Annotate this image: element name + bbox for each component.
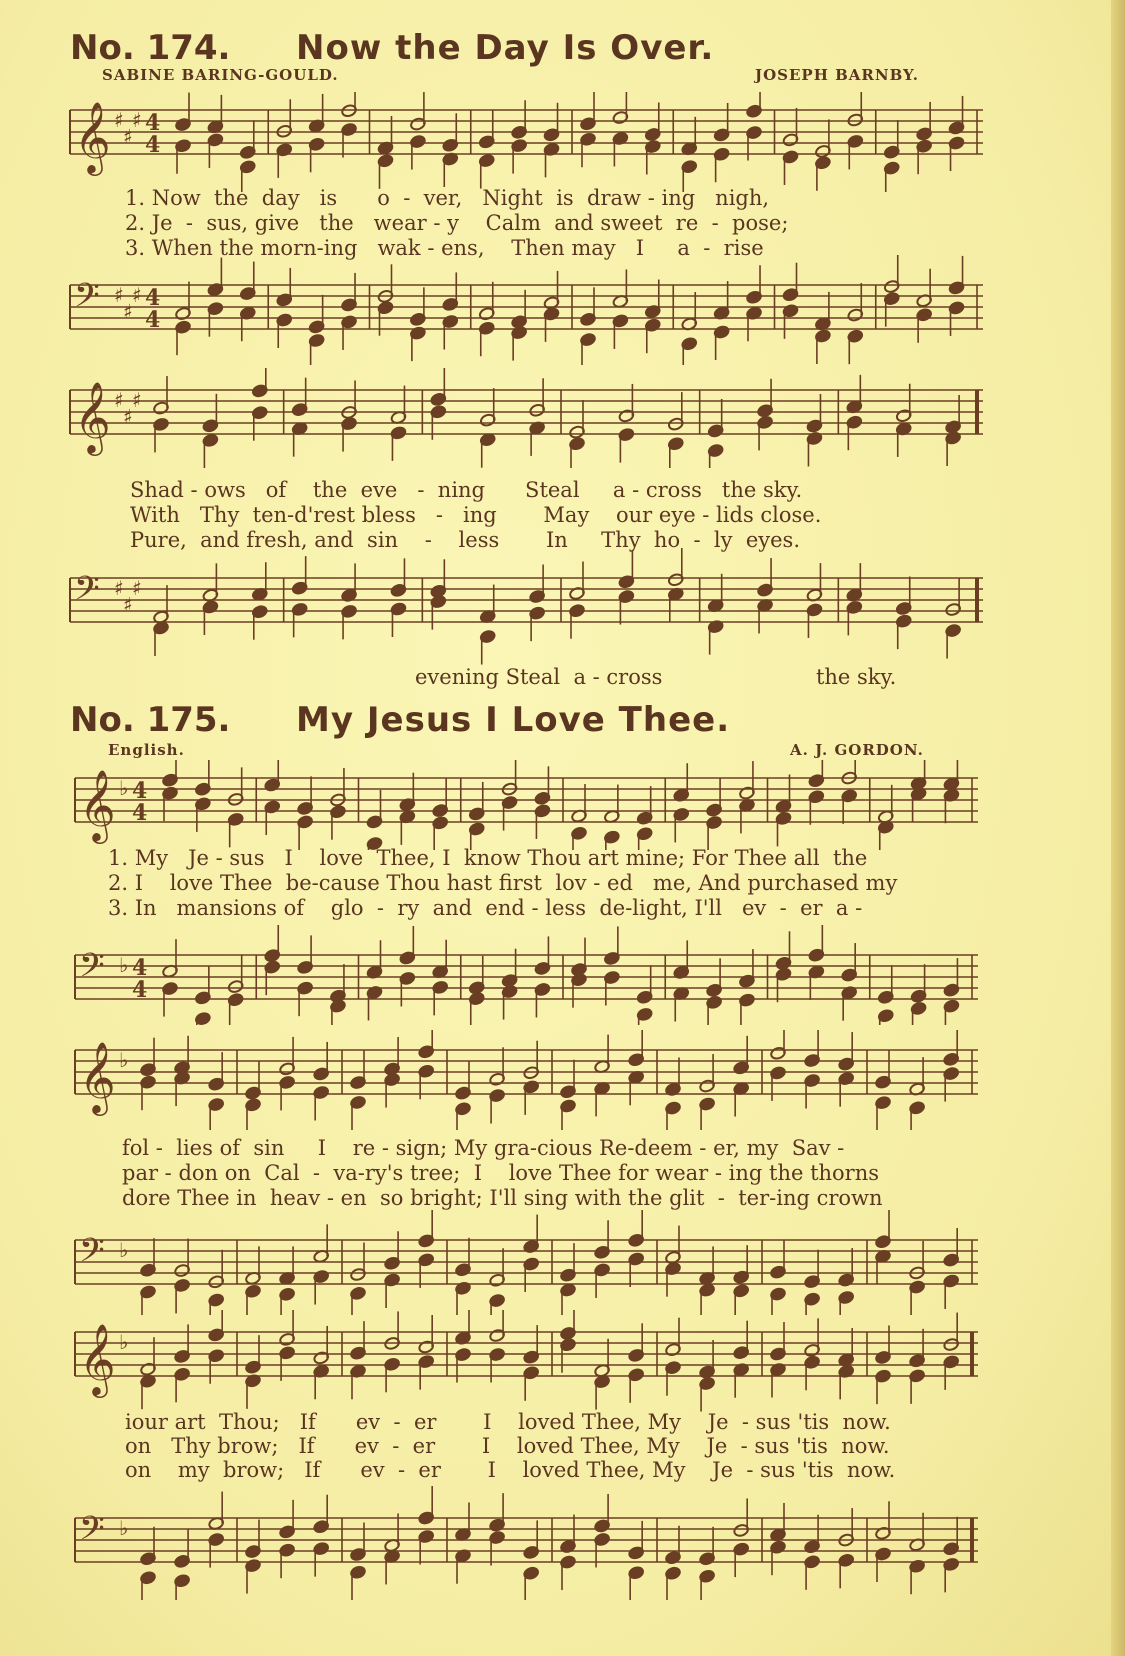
hymn-174-title: Now the Day Is Over. [296, 28, 715, 68]
notes [140, 1310, 960, 1412]
lyric-175-1-v3: 3. In mansions of glo - ry and end - less de-light, I'll ev - er a - [108, 896, 863, 920]
lyric-175-1-v2: 2. I love Thee be-cause Thou hast first lov - ed me, And purchased my [108, 871, 898, 895]
key-signature [119, 1330, 128, 1354]
svg-text:♭: ♭ [119, 1516, 129, 1540]
svg-text:♭: ♭ [119, 1330, 129, 1354]
hymn-175-words-by: English. [108, 741, 185, 759]
hymn-174-number: No. 174. [70, 28, 231, 68]
page-edge [1111, 0, 1125, 1656]
bass-clef-icon: 𝄢 [79, 947, 105, 993]
lyric-175-2-v1: fol - lies of sin I re - sign; My gra-cious Re-deem - er, my Sav - [122, 1136, 845, 1160]
svg-text:♭: ♭ [119, 1238, 129, 1262]
bass-clef-icon: 𝄢 [79, 1510, 105, 1556]
lyric-174-2-v2: With Thy ten-d'rest bless - ing May our eye - lids close. [130, 503, 822, 527]
svg-text:4: 4 [132, 955, 148, 981]
svg-text:4: 4 [145, 110, 161, 136]
svg-text:4: 4 [132, 800, 148, 826]
bass-clef-icon: 𝄢 [79, 1232, 105, 1278]
staff-174-1-bass [60, 255, 995, 365]
notes [153, 548, 962, 665]
lyric-174-1-v1: 1. Now the day is o - ver, Night is draw - ing nigh, [125, 186, 770, 210]
hymn-175-header [70, 700, 730, 740]
notes [175, 92, 965, 192]
hymn-175-title: My Jesus I Love Thee. [296, 700, 731, 740]
svg-text:♯: ♯ [123, 124, 133, 149]
key-signature [119, 1516, 128, 1540]
staff-175-1-bass [65, 925, 990, 1025]
lyric-175-2-v2: par - don on Cal - va-ry's tree; I love Thee for wear - ing the thorns [122, 1161, 880, 1185]
time-signature [132, 778, 147, 826]
svg-text:4: 4 [132, 778, 148, 804]
lyric-174-2-v3: Pure, and fresh, and sin - less In Thy ho - ly eyes. [130, 528, 800, 552]
key-signature [119, 1048, 128, 1072]
staff-175-2-bass [65, 1210, 990, 1315]
hymn-175-number: No. 175. [70, 700, 231, 740]
time-signature [145, 285, 160, 333]
notes [140, 1030, 960, 1130]
svg-text:4: 4 [145, 307, 161, 333]
lyric-175-2-v3: dore Thee in heav - en so bright; I'll sing with the glit - ter-ing crown [122, 1186, 883, 1210]
time-signature [145, 110, 160, 158]
notes [162, 925, 960, 1025]
svg-text:♯: ♯ [123, 592, 133, 617]
treble-clef-icon: 𝄞 [74, 100, 111, 173]
lyric-174-1-v2: 2. Je - sus, give the wear - y Calm and sweet re - pose; [125, 211, 789, 235]
staff-174-2-treble [60, 368, 995, 468]
treble-clef-icon: 𝄞 [74, 380, 111, 453]
treble-clef-icon: 𝄞 [79, 1040, 116, 1113]
lyric-174-2-v1: Shad - ows of the eve - ning Steal a - cross the sky. [130, 478, 803, 502]
lyric-175-1-v1: 1. My Je - sus I love Thee, I know Thou art mine; For Thee all the [108, 846, 868, 870]
hymn-174-header [70, 28, 714, 68]
staff-175-2-treble [65, 1030, 990, 1130]
treble-clef-icon: 𝄞 [79, 768, 116, 841]
svg-text:♯: ♯ [123, 404, 133, 429]
notes [162, 760, 960, 850]
svg-text:♯: ♯ [114, 283, 124, 307]
svg-text:♯: ♯ [114, 388, 124, 412]
notes [140, 1486, 960, 1600]
staff-174-2-bass [60, 548, 995, 668]
key-signature [119, 776, 128, 800]
notes [153, 368, 962, 468]
svg-text:♯: ♯ [114, 108, 124, 132]
svg-text:♭: ♭ [119, 776, 129, 800]
treble-clef-icon: 𝄞 [79, 1322, 116, 1395]
key-signature [119, 953, 128, 977]
svg-text:♭: ♭ [119, 953, 129, 977]
staff-175-3-bass [65, 1480, 990, 1600]
bass-clef-icon: 𝄢 [74, 277, 100, 323]
hymn-175-music-by: A. J. GORDON. [790, 741, 924, 759]
svg-text:4: 4 [145, 285, 161, 311]
hymn-174-music-by: JOSEPH BARNBY. [755, 66, 920, 84]
key-signature [119, 1238, 128, 1262]
staff-174-1-treble [60, 92, 995, 192]
lyric-175-3-v1: iour art Thou; If ev - er I loved Thee, My Je - sus 'tis now. [125, 1410, 891, 1434]
lyric-175-3-v2: on Thy brow; If ev - er I loved Thee, My Je - sus 'tis now. [125, 1434, 890, 1458]
hymn-174-words-by: SABINE BARING-GOULD. [102, 66, 339, 84]
bass-clef-icon: 𝄢 [74, 570, 100, 616]
notes [175, 255, 965, 365]
svg-text:♯: ♯ [132, 283, 142, 307]
svg-text:♯: ♯ [132, 108, 142, 132]
lyric-174-1-v3: 3. When the morn-ing wak - ens, Then may I a - rise [125, 236, 764, 260]
time-signature [132, 955, 147, 1003]
svg-text:♯: ♯ [114, 576, 124, 600]
lyric-175-3-v3: on my brow; If ev - er I loved Thee, My Je - sus 'tis now. [125, 1458, 896, 1482]
svg-text:4: 4 [132, 977, 148, 1003]
svg-text:♯: ♯ [123, 299, 133, 324]
svg-text:♯: ♯ [132, 576, 142, 600]
svg-text:♭: ♭ [119, 1048, 129, 1072]
staff-175-3-treble [65, 1310, 990, 1420]
svg-text:4: 4 [145, 132, 161, 158]
lyric-174-2-bass-words: evening Steal a - cross the sky. [415, 665, 897, 689]
staff-175-1-treble [65, 760, 990, 850]
svg-text:♯: ♯ [132, 388, 142, 412]
